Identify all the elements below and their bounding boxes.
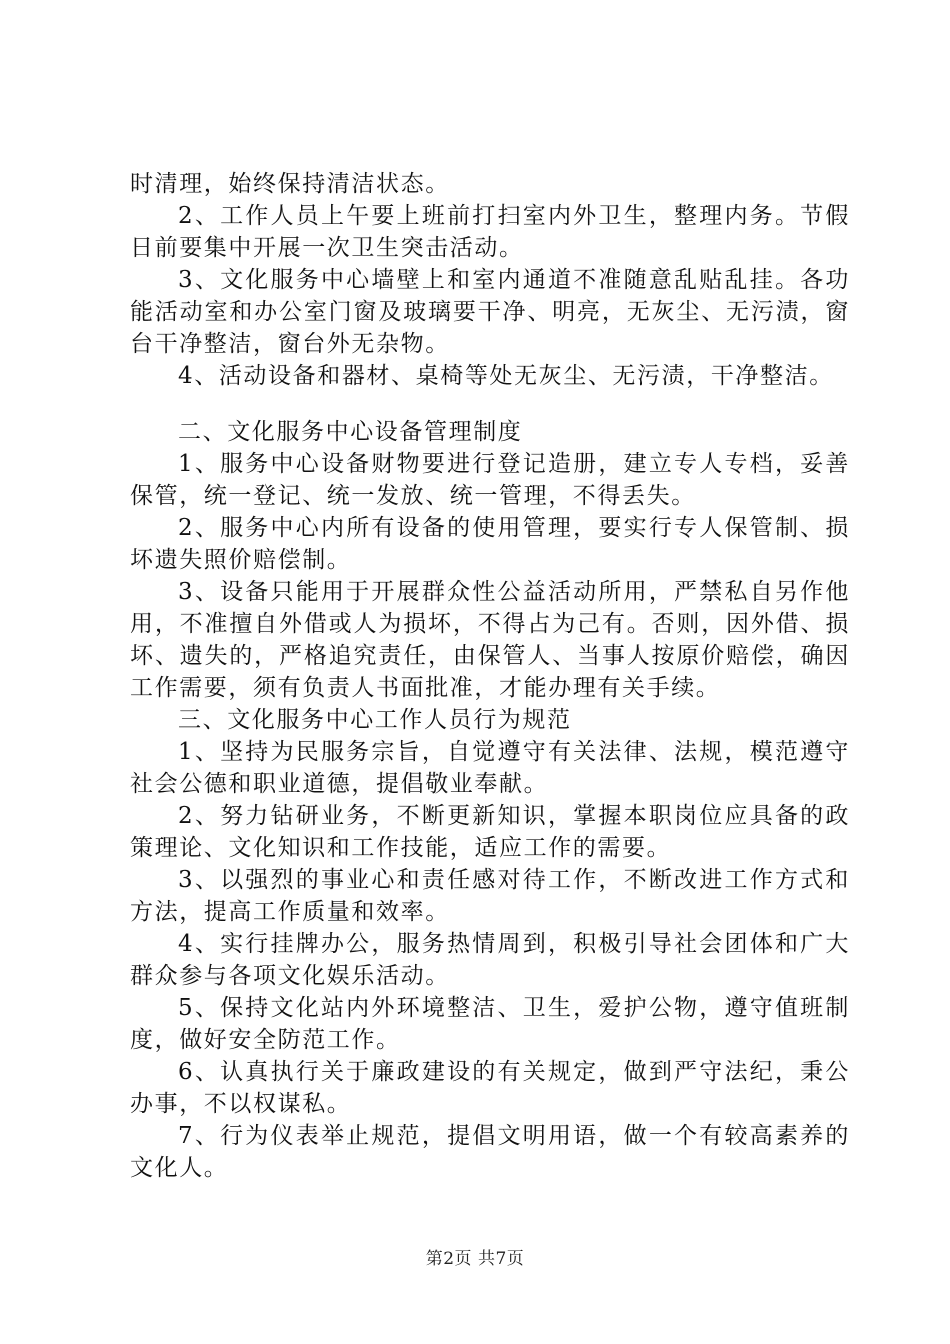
section2-item-3: 3、设备只能用于开展群众性公益活动所用，严禁私自另作他用，不准擅自外借或人为损坏，不得占为己有。否则，因外借、损坏、遗失的，严格追究责任，由保管人、当事人按原价赔偿，确因工作需要，须有负责人书面批准，才能办理有关手续。 — [130, 579, 850, 701]
section2-item-1: 1、服务中心设备财物要进行登记造册，建立专人专档，妥善保管，统一登记、统一发放、统一管理，不得丢失。 — [130, 451, 850, 509]
section3-item-5: 5、保持文化站内外环境整洁、卫生，爱护公物，遵守值班制度，做好安全防范工作。 — [130, 995, 850, 1053]
document-body — [130, 168, 850, 1184]
section3-item-1: 1、坚持为民服务宗旨，自觉遵守有关法律、法规，模范遵守社会公德和职业道德，提倡敬业奉献。 — [130, 739, 850, 797]
section3-item-3: 3、以强烈的事业心和责任感对待工作，不断改进工作方式和方法，提高工作质量和效率。 — [130, 867, 850, 925]
section2-item-2: 2、服务中心内所有设备的使用管理，要实行专人保管制、损坏遗失照价赔偿制。 — [130, 515, 850, 573]
section1-item-3: 3、文化服务中心墙壁上和室内通道不准随意乱贴乱挂。各功能活动室和办公室门窗及玻璃要干净、明亮，无灰尘、无污渍，窗台干净整洁，窗台外无杂物。 — [130, 267, 850, 357]
section3-heading: 三、文化服务中心工作人员行为规范 — [178, 707, 572, 733]
section3-item-6: 6、认真执行关于廉政建设的有关规定，做到严守法纪，秉公办事，不以权谋私。 — [130, 1059, 850, 1117]
section3-item-2: 2、努力钻研业务，不断更新知识，掌握本职岗位应具备的政策理论、文化知识和工作技能，适应工作的需要。 — [130, 803, 850, 861]
continuation-paragraph: 时清理，始终保持清洁状态。 — [130, 171, 450, 197]
section3-item-4: 4、实行挂牌办公，服务热情周到，积极引导社会团体和广大群众参与各项文化娱乐活动。 — [130, 931, 850, 989]
section2-heading: 二、文化服务中心设备管理制度 — [178, 419, 523, 445]
section1-item-4: 4、活动设备和器材、桌椅等处无灰尘、无污渍，干净整洁。 — [178, 363, 834, 389]
section1-item-2: 2、工作人员上午要上班前打扫室内外卫生，整理内务。节假日前要集中开展一次卫生突击活动。 — [130, 203, 850, 261]
page-number-footer: 第2页 共7页 — [425, 1249, 525, 1269]
section-spacer — [130, 392, 850, 416]
section3-item-7: 7、行为仪表举止规范，提倡文明用语，做一个有较高素养的文化人。 — [130, 1123, 850, 1181]
